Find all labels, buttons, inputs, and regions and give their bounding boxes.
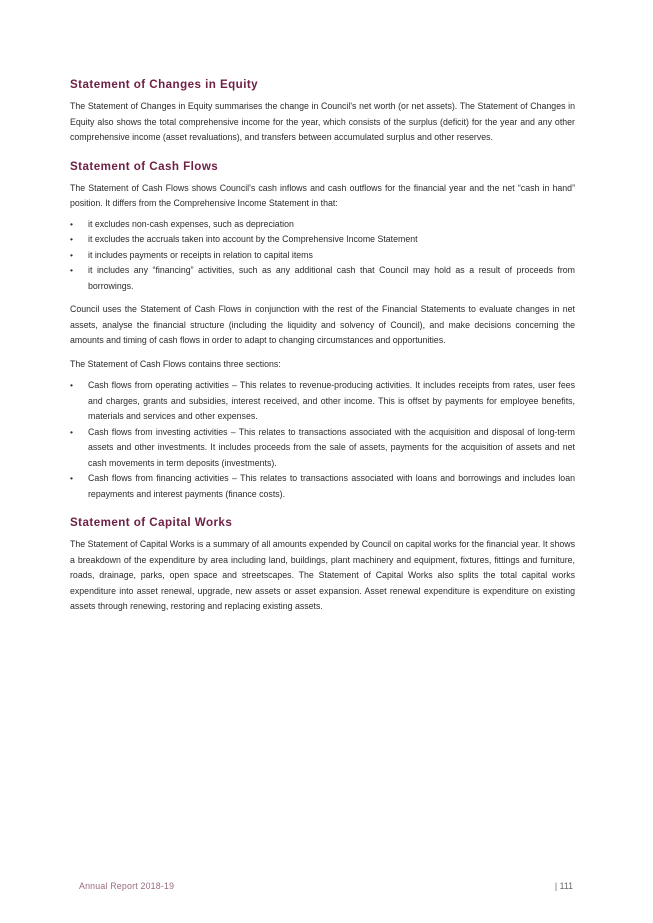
bullet-icon: • (70, 473, 73, 483)
bullet-icon: • (70, 249, 73, 260)
list-item: • Cash flows from financing activities – This relates to transactions associated with loans and borrowings and includes loan repayments and interest payments (finance costs). (70, 473, 575, 499)
document-page (70, 78, 575, 615)
cash-flows-differences-list (70, 217, 575, 295)
list-item: • it includes payments or receipts in relation to capital items (70, 248, 575, 264)
paragraph-changes-in-equity: The Statement of Changes in Equity summarises the change in Council's net worth (or net assets). The Statement of Changes in Equity also shows the total comprehensive income for the year, which consists of the surplus (deficit) for the year and any other comprehensive income (asset revaluations), and transfers between accumulated surplus and other reserves. (70, 101, 575, 142)
paragraph-cash-flows-intro: The Statement of Cash Flows shows Council's cash inflows and cash outflows for the financial year and the net “cash in hand” position. It differs from the Comprehensive Income Statement in that: (70, 182, 575, 208)
bullet-icon: • (70, 234, 73, 244)
bullet-icon: • (70, 265, 73, 275)
list-item: • it excludes non-cash expenses, such as depreciation (70, 217, 575, 233)
paragraph-capital-works: The Statement of Capital Works is a summary of all amounts expended by Council on capital works for the financial year. It shows a breakdown of the expenditure by area including land, buildings, plant machinery and equipment, fixtures, fittings and furniture, roads, drainage, parks, open space and streetscapes. The Statement of Capital Works also splits the total capital works expenditure into asset renewal, upgrade, new assets or asset expansion. Asset renewal expenditure is expenditure on existing assets through renewing, restoring and replacing existing assets. (70, 539, 575, 611)
heading-changes-in-equity: Statement of Changes in Equity (70, 78, 259, 91)
footer-page-number: | 111 (554, 881, 573, 891)
list-item: • it excludes the accruals taken into account by the Comprehensive Income Statement (70, 232, 575, 248)
bullet-icon: • (70, 426, 73, 437)
bullet-icon: • (70, 218, 73, 229)
list-item: • Cash flows from operating activities – This relates to revenue-producing activities. It includes receipts from rates, user fees and charges, grants and subsidies, interest received, and other income. This is offset by payments for employee benefits, materials and services and other expenses. (70, 380, 575, 421)
paragraph-cash-flows-usage: Council uses the Statement of Cash Flows in conjunction with the rest of the Financial Statements to evaluate changes in net assets, analyse the financial structure (including the liquidity and solvency of Council), and make decisions concerning the amounts and timing of cash flows in order to adapt to changing circumstances and opportunities. (70, 304, 575, 345)
bullet-icon: • (70, 380, 73, 390)
footer-report-title: Annual Report 2018-19 (79, 881, 175, 891)
heading-cash-flows: Statement of Cash Flows (70, 159, 219, 173)
heading-capital-works: Statement of Capital Works (70, 516, 233, 529)
paragraph-cash-flows-sections: The Statement of Cash Flows contains three sections: (70, 358, 281, 369)
list-item: • it includes any “financing” activities, such as any additional cash that Council may hold as a result of proceeds from borrowings. (70, 265, 575, 291)
list-item: • Cash flows from investing activities – This relates to transactions associated with the acquisition and disposal of long-term assets and other investments. It includes proceeds from the sale of assets, payments for the acquisition of assets and net cash movements in term deposits (investments). (70, 426, 575, 468)
cash-flows-sections-list (70, 378, 575, 502)
